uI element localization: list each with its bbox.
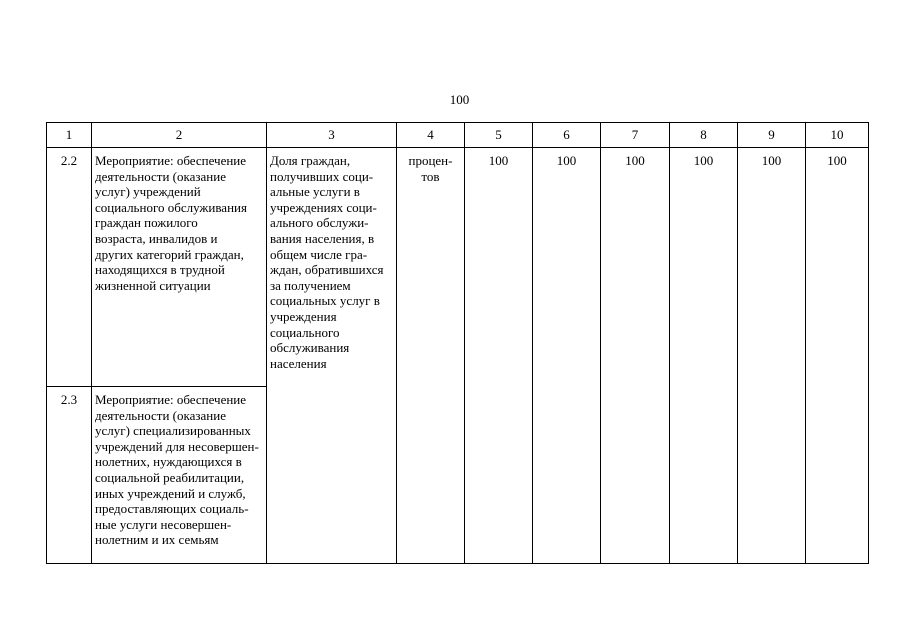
program-indicators-table bbox=[46, 122, 869, 564]
column-header: 6 bbox=[533, 123, 601, 148]
column-header: 2 bbox=[92, 123, 267, 148]
value-cell: 100 bbox=[806, 148, 869, 564]
column-header: 1 bbox=[47, 123, 92, 148]
event-description: Мероприятие: обеспечение деятельности (оказание услуг) учреждений социального обслуживания граждан пожилого возраста, инвалидов и других категорий граждан, находящихся в трудной жизненной ситуации bbox=[92, 148, 267, 387]
column-header: 9 bbox=[738, 123, 806, 148]
column-header: 7 bbox=[601, 123, 670, 148]
header-row bbox=[47, 123, 869, 148]
column-header: 5 bbox=[465, 123, 533, 148]
value-cell: 100 bbox=[601, 148, 670, 564]
value-cell: 100 bbox=[533, 148, 601, 564]
unit-cell: процен- тов bbox=[397, 148, 465, 564]
value-cell: 100 bbox=[670, 148, 738, 564]
column-header: 8 bbox=[670, 123, 738, 148]
row-number: 2.2 bbox=[47, 148, 92, 387]
table-row bbox=[47, 148, 869, 387]
row-number: 2.3 bbox=[47, 387, 92, 564]
indicator-description: Доля граждан, получивших соци- альные услуги в учреждениях соци- ального обслужи- вания населения, в общем числе гра- ждан, обратившихся за получением социальных услуг в учреждения социального обслуживания населения bbox=[267, 148, 397, 564]
column-header: 4 bbox=[397, 123, 465, 148]
value-cell: 100 bbox=[465, 148, 533, 564]
column-header: 10 bbox=[806, 123, 869, 148]
event-description: Мероприятие: обеспечение деятельности (оказание услуг) специализированных учреждений для несовершен- нолетних, нуждающихся в социальной реабилитации, иных учреждений и служб, предоставляющих социаль- ные услуги несовершен- нолетним и их семьям bbox=[92, 387, 267, 564]
column-header: 3 bbox=[267, 123, 397, 148]
value-cell: 100 bbox=[738, 148, 806, 564]
page-number: 100 bbox=[449, 92, 470, 107]
